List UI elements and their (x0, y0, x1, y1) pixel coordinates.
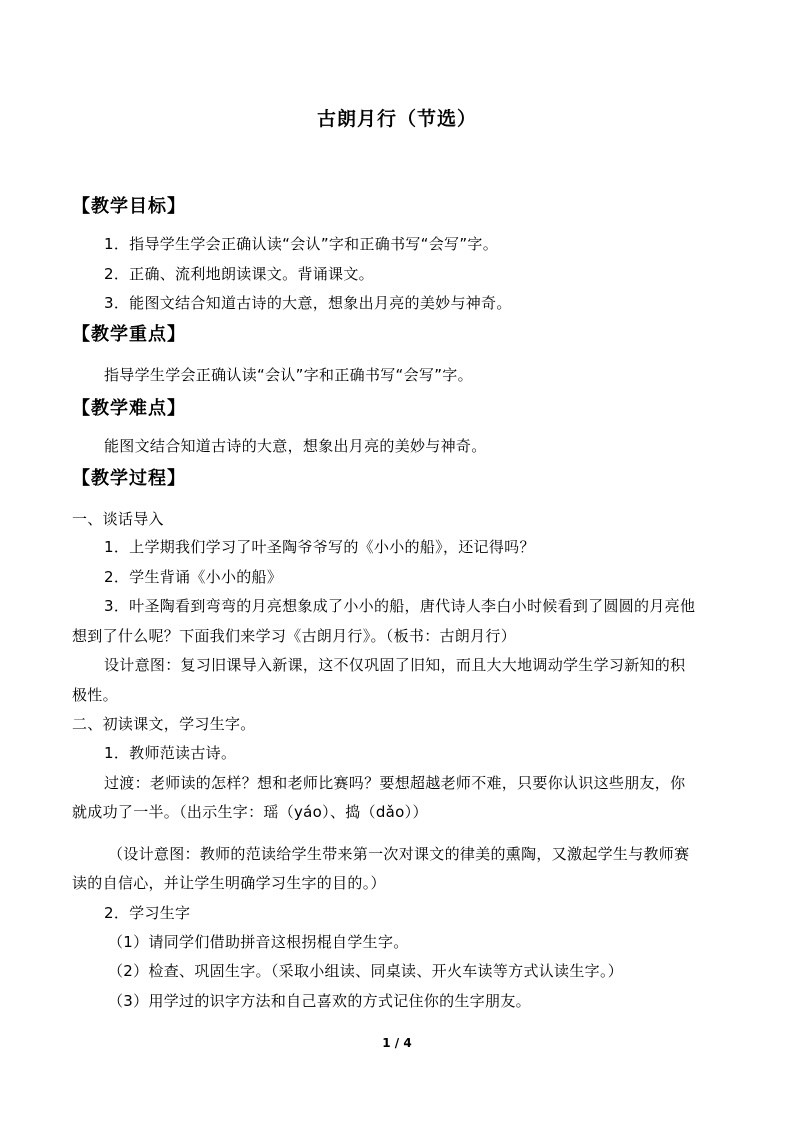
part1-line-1: 1．上学期我们学习了叶圣陶爷爷写的《小小的船》，还记得吗？ (104, 538, 535, 556)
key-point-text: 指导学生学会正确认读“会认”字和正确书写“会写”字。 (104, 366, 473, 384)
part2-line-2: 2．学习生字 (104, 904, 191, 922)
part2-line-1: 1．教师范读古诗。 (104, 744, 237, 762)
part2-transition-b: 就成功了一半。（出示生字：瑶（yáo）、捣（dǎo）） (72, 803, 428, 821)
goal-item-2: 2．正确、流利地朗读课文。背诵课文。 (104, 265, 374, 283)
part2-transition-a: 过渡：老师读的怎样？想和老师比赛吗？要想超越老师不难，只要你认识这些朋友，你 (104, 774, 686, 792)
part1-line-3a: 3．叶圣陶看到弯弯的月亮想象成了小小的船，唐代诗人李白小时候看到了圆圆的月亮他 (104, 597, 696, 615)
part2-title: 二、初读课文，学习生字。 (72, 715, 256, 733)
goal-item-3: 3．能图文结合知道古诗的大意，想象出月亮的美妙与神奇。 (104, 294, 512, 312)
section-heading-process: 【教学过程】 (72, 468, 186, 489)
part1-title: 一、谈话导入 (72, 510, 164, 528)
part1-intent-a: 设计意图：复习旧课导入新课，这不仅巩固了旧知，而且大大地调动学生学习新知的积 (104, 656, 686, 674)
page-number: 1 / 4 (382, 1036, 412, 1050)
part2-sub-3: （3）用学过的识字方法和自己喜欢的方式记住你的生字朋友。 (108, 992, 531, 1010)
section-heading-difficult: 【教学难点】 (72, 398, 186, 419)
part1-intent-b: 极性。 (72, 686, 118, 704)
part2-intent-a: （设计意图：教师的范读给学生带来第一次对课文的律美的熏陶，又激起学生与教师赛 (108, 845, 690, 863)
page-title: 古朗月行（节选） (316, 108, 477, 130)
section-heading-key: 【教学重点】 (72, 324, 186, 345)
difficult-point-text: 能图文结合知道古诗的大意，想象出月亮的美妙与神奇。 (104, 437, 487, 455)
section-heading-goals: 【教学目标】 (72, 196, 186, 217)
part2-sub-2: （2）检查、巩固生字。（采取小组读、同桌读、开火车读等方式认读生字。） (108, 962, 624, 980)
part1-line-2: 2．学生背诵《小小的船》 (104, 568, 283, 586)
part2-intent-b: 读的自信心，并让学生明确学习生字的目的。） (72, 874, 386, 892)
goal-item-1: 1．指导学生学会正确认读“会认”字和正确书写“会写”字。 (104, 235, 499, 253)
part1-line-3b: 想到了什么呢？下面我们来学习《古朗月行》。（板书：古朗月行） (72, 627, 517, 645)
part2-sub-1: （1）请同学们借助拼音这根拐棍自学生字。 (108, 933, 409, 951)
